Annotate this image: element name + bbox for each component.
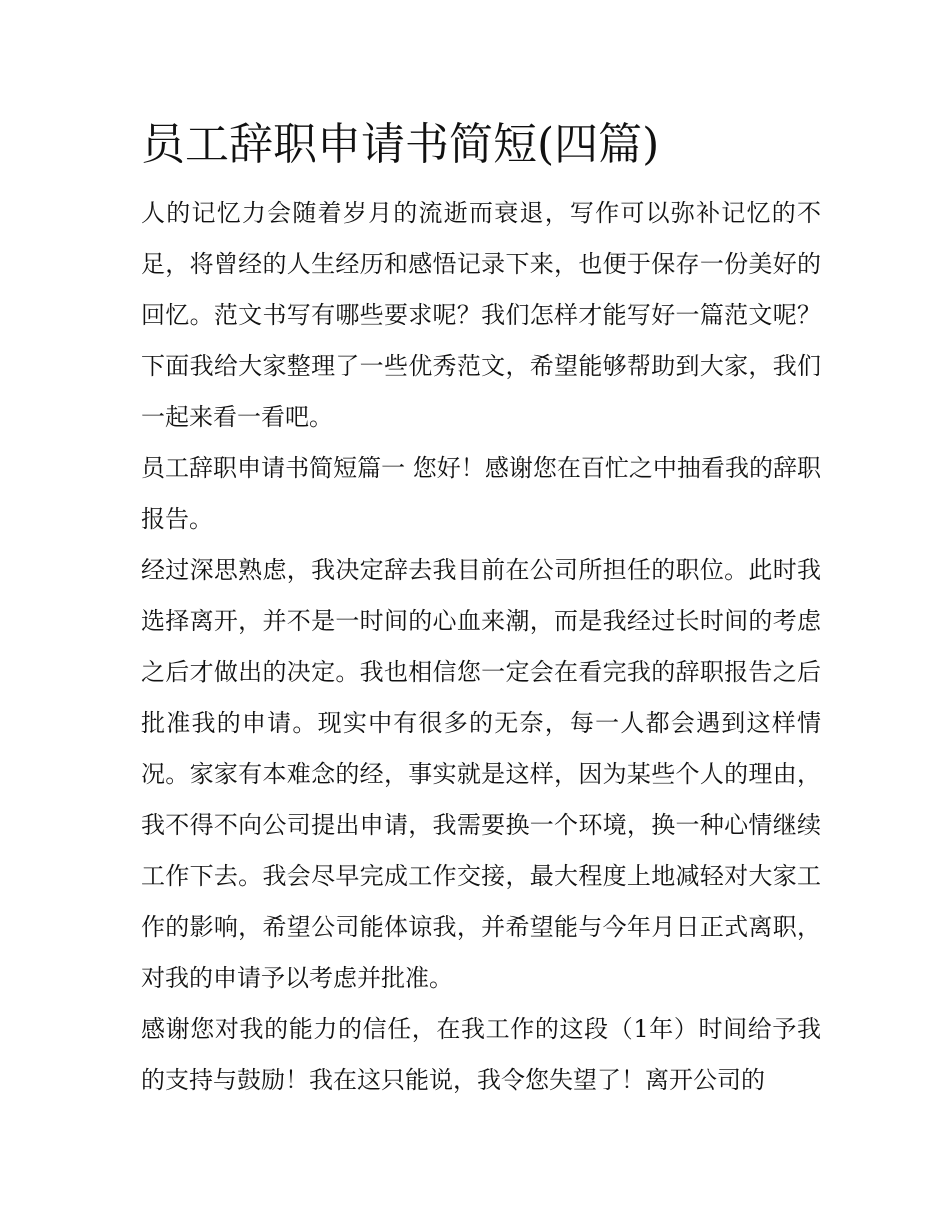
document-title: 员工辞职申请书简短(四篇) <box>141 119 660 170</box>
document-page <box>141 112 821 1106</box>
paragraph-gratitude: 感谢您对我的能力的信任，在我工作的这段（1年）时间给予我的支持与鼓励！我在这只能说，我令您失望了！离开公司的 <box>141 1015 821 1094</box>
paragraph-section-one-heading: 员工辞职申请书简短篇一 您好！感谢您在百忙之中抽看我的辞职报告。 <box>141 454 821 533</box>
paragraph-intro: 人的记忆力会随着岁月的流逝而衰退，写作可以弥补记忆的不足，将曾经的人生经历和感悟记录下来，也便于保存一份美好的回忆。范文书写有哪些要求呢？我们怎样才能写好一篇范文呢？下面我给大家整理了一些优秀范文，希望能够帮助到大家，我们一起来看一看吧。 <box>141 199 821 431</box>
paragraph-resignation-reason: 经过深思熟虑，我决定辞去我目前在公司所担任的职位。此时我选择离开，并不是一时间的心血来潮，而是我经过长时间的考虑之后才做出的决定。我也相信您一定会在看完我的辞职报告之后批准我的申请。现实中有很多的无奈，每一人都会遇到这样情况。家家有本难念的经，事实就是这样，因为某些个人的理由，我不得不向公司提出申请，我需要换一个环境，换一种心情继续工作下去。我会尽早完成工作交接，最大程度上地减轻对大家工作的影响，希望公司能体谅我，并希望能与今年月日正式离职，对我的申请予以考虑并批准。 <box>141 556 821 992</box>
